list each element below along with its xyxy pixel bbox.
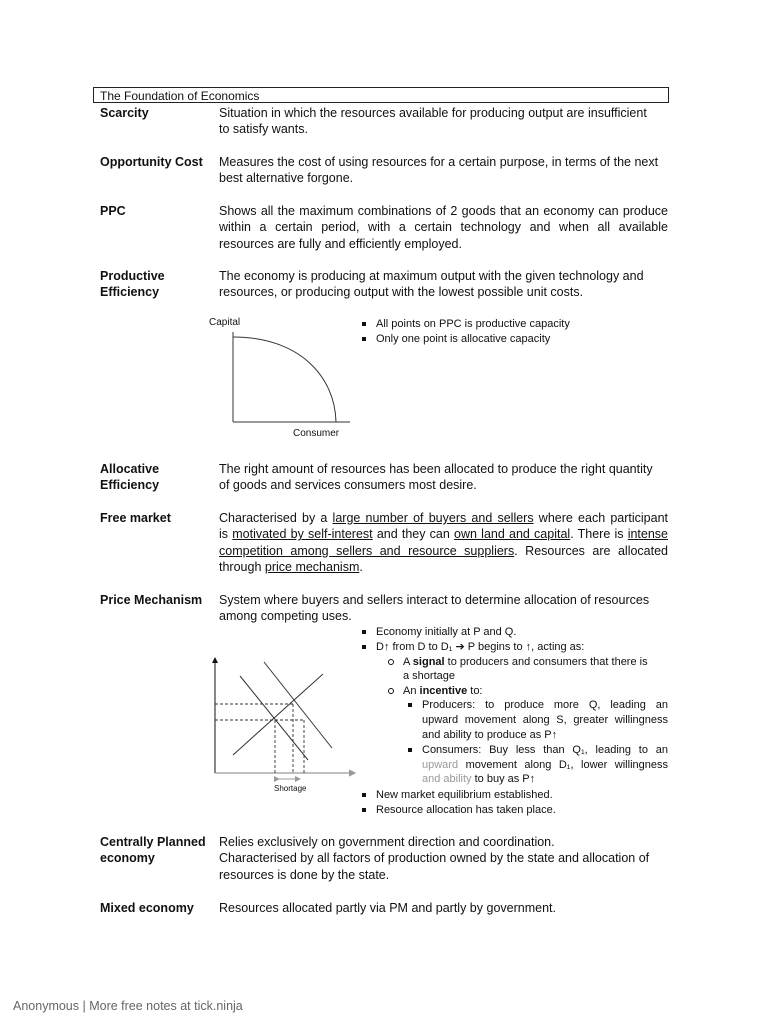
term-centrally-planned bbox=[100, 834, 212, 866]
text-run: to producers and consumers that there is bbox=[444, 655, 648, 668]
text-run: Consumers: Buy less than Q₁, leading to an bbox=[422, 743, 668, 756]
def-line: Characterised by all factors of production owned by the state and allocation of bbox=[219, 851, 650, 866]
term-productive-efficiency bbox=[100, 268, 212, 300]
ppc-y-label: Capital bbox=[209, 317, 241, 328]
pm-note: Resource allocation has taken place. bbox=[376, 803, 668, 818]
def-line: resources, or producing output with the lowest possible unit costs. bbox=[219, 285, 584, 300]
term-mixed-economy bbox=[100, 900, 212, 916]
text-run: to buy as P↑ bbox=[471, 773, 536, 786]
term-opportunity-cost bbox=[100, 154, 212, 170]
pm-subnote-incentive bbox=[403, 684, 668, 699]
term-line: Allocative bbox=[100, 462, 160, 476]
def-line: The economy is producing at maximum output with the given technology and bbox=[219, 269, 644, 283]
def-allocative-efficiency bbox=[219, 461, 668, 494]
def-productive-efficiency bbox=[219, 268, 668, 301]
term-scarcity bbox=[100, 105, 212, 121]
text-run: movement along D₁, lower willingness bbox=[458, 758, 668, 771]
term-price-mechanism-label: Price Mechanism bbox=[100, 593, 203, 607]
term-allocative-efficiency bbox=[100, 461, 212, 493]
ppc-curve bbox=[233, 337, 336, 422]
def-mixed-economy bbox=[219, 900, 668, 916]
term-ppc-label: PPC bbox=[100, 204, 126, 218]
ppc-diagram bbox=[200, 312, 360, 442]
term-line: economy bbox=[100, 851, 155, 865]
def-centrally-planned bbox=[219, 834, 668, 883]
text-run: where each participant bbox=[533, 511, 669, 525]
price-mechanism-notes bbox=[376, 625, 668, 655]
faded-text: upward bbox=[422, 758, 459, 771]
faded-text: and ability bbox=[422, 773, 472, 786]
pm-incentive-consumers-cont bbox=[422, 758, 668, 773]
underlined-phrase: price mechanism bbox=[264, 559, 360, 574]
pm-incentive-producers-cont bbox=[422, 728, 668, 743]
pm-closing-notes bbox=[376, 788, 668, 818]
ppc-note: Only one point is allocative capacity bbox=[376, 332, 626, 347]
def-price-mechanism bbox=[219, 592, 668, 625]
footer-attribution: Anonymous | More free notes at tick.ninja bbox=[13, 999, 243, 1013]
def-free-market bbox=[219, 510, 668, 575]
term-mixed-economy-label: Mixed economy bbox=[100, 901, 194, 915]
term-free-market-label: Free market bbox=[100, 511, 171, 525]
pm-incentive-notes bbox=[422, 698, 668, 787]
pm-note: D↑ from D to D₁ ➔ P begins to ↑, acting as: bbox=[376, 640, 668, 655]
def-line bbox=[219, 510, 668, 526]
underlined-phrase: competition among sellers and resource suppliers bbox=[219, 543, 515, 558]
underlined-phrase: own land and capital bbox=[454, 527, 571, 542]
def-line: resources are fully and efficiently employed. bbox=[219, 236, 462, 251]
pm-incentive-producers bbox=[422, 698, 668, 713]
text-run: . There is bbox=[570, 527, 628, 542]
text-run: upward movement along S, greater willingness bbox=[422, 714, 668, 727]
def-line: Relies exclusively on government direction and coordination. bbox=[219, 835, 555, 849]
def-line: within a certain period, with a certain technology and when all available bbox=[219, 220, 668, 235]
pm-note: New market equilibrium established. bbox=[376, 788, 668, 803]
text-run: . Resources are allocated bbox=[514, 543, 669, 558]
def-ppc bbox=[219, 203, 668, 252]
text-run: Producers: to produce more Q, leading an bbox=[422, 699, 668, 712]
def-scarcity bbox=[219, 105, 668, 138]
def-line: among competing uses. bbox=[219, 609, 352, 624]
term-opportunity-cost-label: Opportunity Cost bbox=[100, 155, 203, 169]
pm-incentive-producers-cont bbox=[422, 713, 668, 728]
text-run: to: bbox=[467, 685, 483, 698]
demand-curve-d bbox=[240, 676, 308, 760]
def-line: resources is done by the state. bbox=[219, 867, 390, 882]
def-line: The right amount of resources has been allocated to produce the right quantity bbox=[219, 462, 653, 476]
def-line bbox=[219, 543, 668, 559]
def-line: of goods and services consumers most desire. bbox=[219, 478, 477, 493]
def-line bbox=[219, 559, 668, 575]
def-line: Situation in which the resources available for producing output are insufficient bbox=[219, 106, 647, 120]
supply-demand-diagram bbox=[205, 652, 365, 802]
def-line bbox=[219, 526, 668, 542]
ppc-note: All points on PPC is productive capacity bbox=[376, 317, 626, 332]
text-run: An bbox=[403, 685, 420, 698]
text-run: and they can bbox=[372, 527, 455, 542]
term-scarcity-label: Scarcity bbox=[100, 106, 149, 120]
page-title: The Foundation of Economics bbox=[93, 87, 669, 103]
text-run: A bbox=[403, 655, 413, 668]
term-line: Efficiency bbox=[100, 285, 160, 299]
text-run: a shortage bbox=[403, 670, 455, 683]
underlined-phrase: large number of buyers and sellers bbox=[332, 511, 534, 525]
text-run: Characterised by a bbox=[219, 511, 333, 525]
def-line: best alternative forgone. bbox=[219, 171, 354, 186]
underlined-phrase: motivated by self-interest bbox=[232, 527, 373, 542]
def-line: to satisfy wants. bbox=[219, 122, 308, 137]
supply-curve bbox=[233, 674, 323, 755]
term-free-market bbox=[100, 510, 212, 526]
def-opportunity-cost bbox=[219, 154, 668, 187]
def-line: Shows all the maximum combinations of 2 goods that an economy can produce bbox=[219, 204, 668, 218]
text-run: is bbox=[219, 527, 233, 542]
pm-subnotes bbox=[403, 655, 668, 699]
text-run: . bbox=[359, 559, 363, 574]
term-price-mechanism bbox=[100, 592, 212, 608]
pm-incentive-consumers bbox=[422, 743, 668, 758]
term-ppc bbox=[100, 203, 212, 219]
underlined-phrase: intense bbox=[627, 527, 669, 542]
term-line: Productive bbox=[100, 269, 165, 283]
pm-incentive-consumers-cont bbox=[422, 772, 668, 787]
term-line: Centrally Planned bbox=[100, 835, 206, 849]
ppc-x-label: Consumer bbox=[293, 428, 340, 439]
def-line: System where buyers and sellers interact to determine allocation of resources bbox=[219, 593, 650, 607]
shortage-label: Shortage bbox=[274, 784, 307, 793]
def-line: Resources allocated partly via PM and partly by government. bbox=[219, 901, 556, 915]
ppc-notes bbox=[376, 317, 626, 347]
pm-note: Economy initially at P and Q. bbox=[376, 625, 668, 640]
term-line: Efficiency bbox=[100, 478, 160, 492]
bold-term: signal bbox=[412, 655, 445, 668]
text-run: through bbox=[219, 559, 265, 574]
pm-subnote-signal bbox=[403, 655, 668, 685]
bold-term: incentive bbox=[419, 685, 468, 698]
def-line: Measures the cost of using resources for a certain purpose, in terms of the next bbox=[219, 155, 659, 169]
text-run: and ability to produce as P↑ bbox=[422, 728, 558, 741]
